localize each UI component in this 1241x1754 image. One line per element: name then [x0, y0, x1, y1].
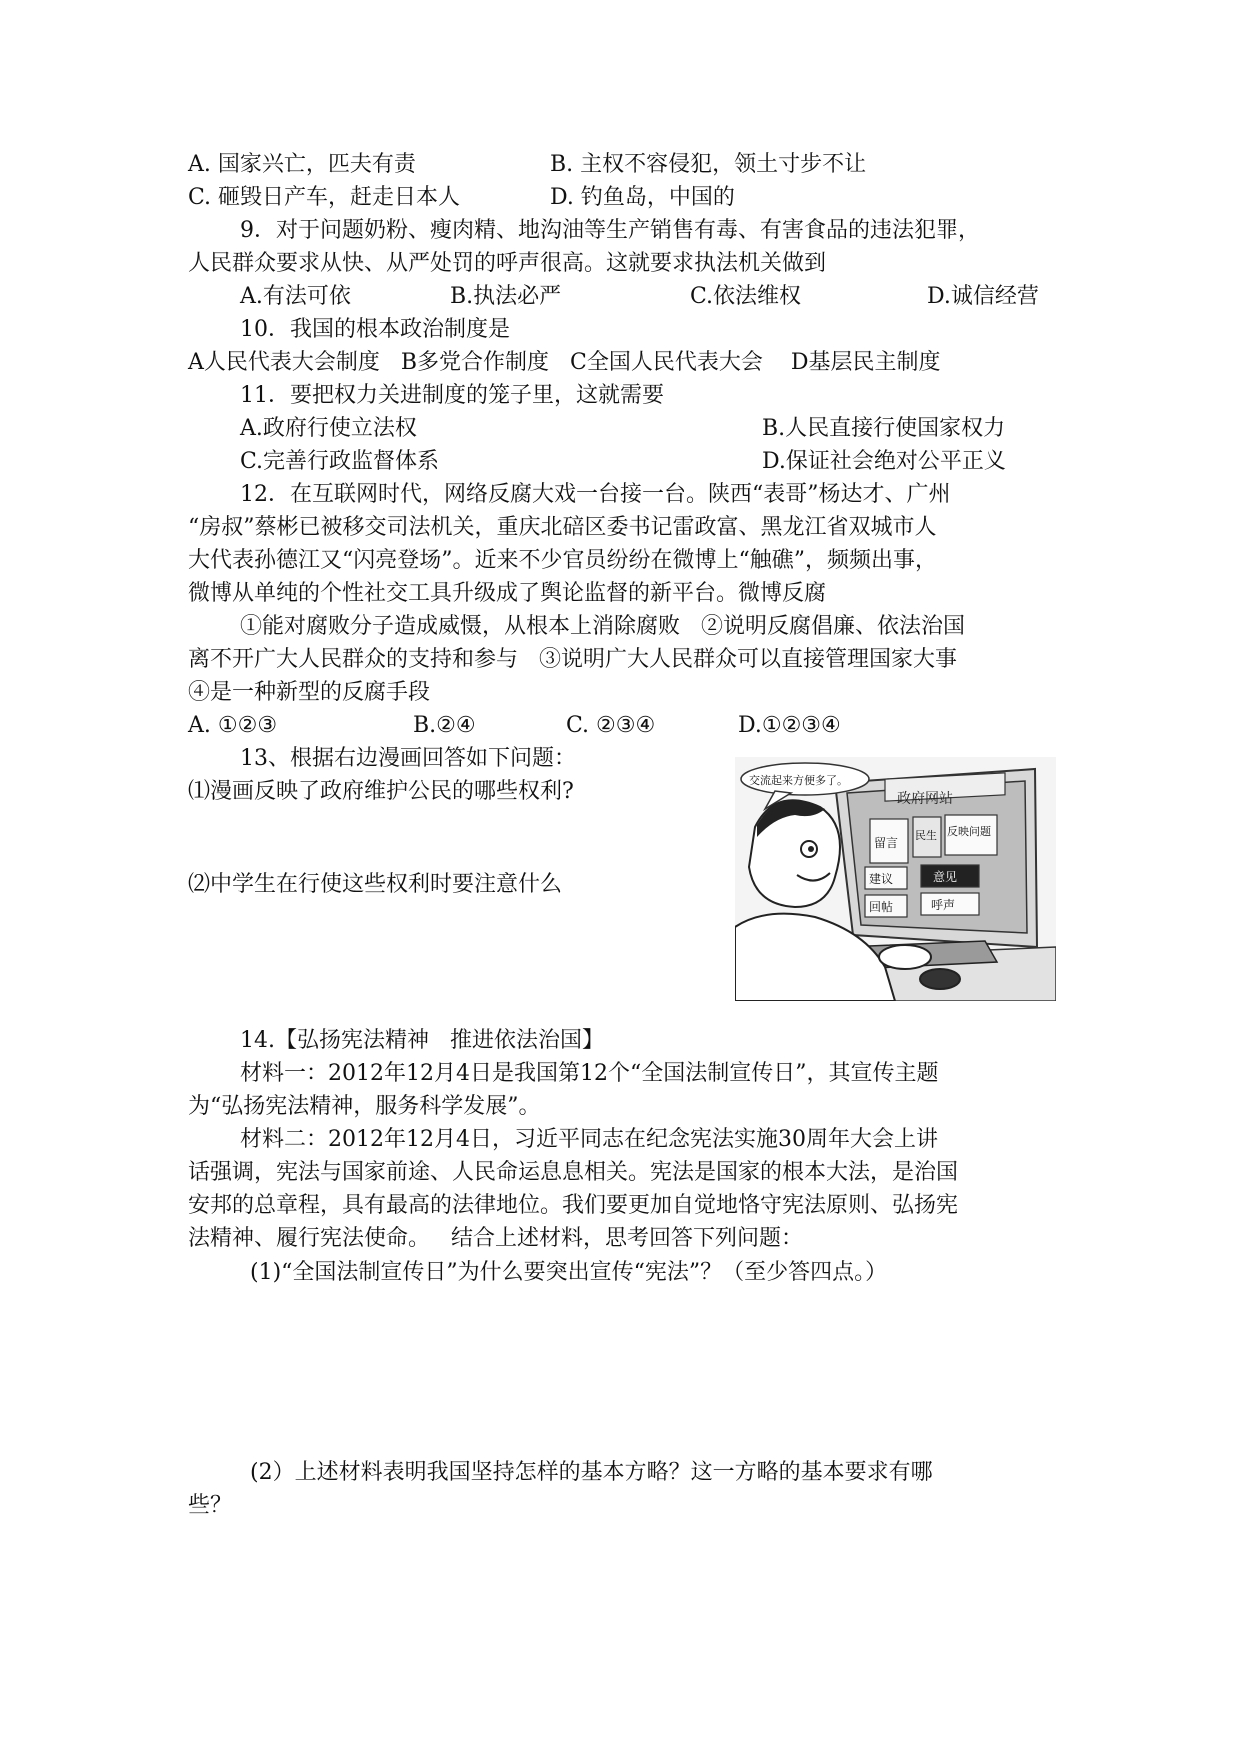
cartoon-tab-1: 留言 — [874, 836, 899, 850]
q14-material1-line2: 为“弘扬宪法精神，服务科学发展”。 — [188, 1094, 541, 1119]
cartoon-header: 政府网站 — [897, 791, 953, 807]
cartoon-tab-6: 回帖 — [869, 900, 894, 914]
q11-stem: 11．要把权力关进制度的笼子里，这就需要 — [240, 383, 664, 408]
q14-material2-line4: 法精神、履行宪法使命。 结合上述材料，思考回答下列问题： — [188, 1226, 803, 1251]
q10-stem: 10．我国的根本政治制度是 — [240, 317, 510, 342]
q14-title: 14.【弘扬宪法精神 推进依法治国】 — [240, 1028, 604, 1053]
q11-option-c: C.完善行政监督体系 — [240, 449, 440, 474]
q12-option-d: D.①②③④ — [738, 713, 841, 738]
q12-line2: “房叔”蔡彬已被移交司法机关，重庆北碚区委书记雷政富、黑龙江省双城市人 — [188, 515, 937, 540]
q9-stem-line2: 人民群众要求从快、从严处罚的呼声很高。这就要求执法机关做到 — [188, 251, 827, 276]
q14-material2-line2: 话强调，宪法与国家前途、人民命运息息相关。宪法是国家的根本大法，是治国 — [188, 1160, 959, 1185]
q13-part1: ⑴漫画反映了政府维护公民的哪些权利? — [188, 779, 574, 804]
q9-stem-line1: 9．对于问题奶粉、瘦肉精、地沟油等生产销售有毒、有害食品的违法犯罪， — [240, 218, 980, 243]
cartoon-tab-3: 反映问题 — [947, 825, 991, 838]
q9-option-d: D.诚信经营 — [927, 284, 1039, 309]
q12-line6: 离不开广大人民群众的支持和参与 ③说明广大人民群众可以直接管理国家大事 — [188, 647, 957, 672]
q8-option-a: A. 国家兴亡，匹夫有责 — [188, 152, 416, 177]
cartoon-tab-4: 建议 — [869, 872, 894, 886]
q11-option-d: D.保证社会绝对公平正义 — [762, 449, 1006, 474]
q9-option-a: A.有法可依 — [240, 284, 351, 309]
cartoon-speech-bubble: 交流起来方便多了。 — [749, 774, 848, 787]
q8-option-d: D. 钓鱼岛，中国的 — [550, 185, 735, 210]
q12-line7: ④是一种新型的反腐手段 — [188, 680, 431, 705]
q12-option-b: B.②④ — [413, 713, 476, 738]
cartoon-tab-5: 意见 — [933, 870, 958, 884]
q12-line1: 12．在互联网时代，网络反腐大戏一台接一台。陕西“表哥”杨达才、广州 — [240, 482, 951, 507]
q9-option-c: C.依法维权 — [690, 284, 802, 309]
q14-part2-line1: (2）上述材料表明我国坚持怎样的基本方略？这一方略的基本要求有哪 — [250, 1460, 933, 1485]
q14-material1-line1: 材料一：2012年12月4日是我国第12个“全国法制宣传日”，其宣传主题 — [240, 1061, 939, 1086]
cartoon-tab-7: 呼声 — [931, 898, 956, 912]
q8-option-c: C. 砸毁日产车，赶走日本人 — [188, 185, 461, 210]
q12-option-a: A. ①②③ — [188, 713, 278, 738]
q10-options: A人民代表大会制度 B多党合作制度 C全国人民代表大会 D基层民主制度 — [188, 350, 941, 375]
q14-material2-line1: 材料二：2012年12月4日，习近平同志在纪念宪法实施30周年大会上讲 — [240, 1127, 938, 1152]
q11-option-b: B.人民直接行使国家权力 — [762, 416, 1006, 441]
q14-material2-line3: 安邦的总章程，具有最高的法律地位。我们要更加自觉地恪守宪法原则、弘扬宪 — [188, 1193, 959, 1218]
q13-stem: 13、根据右边漫画回答如下问题： — [240, 746, 576, 771]
cartoon-illustration — [735, 757, 1056, 1001]
q9-option-b: B.执法必严 — [450, 284, 562, 309]
q11-option-a: A.政府行使立法权 — [240, 416, 417, 441]
q13-part2: ⑵中学生在行使这些权利时要注意什么 — [188, 872, 563, 897]
q12-line3: 大代表孙德江又“闪亮登场”。近来不少官员纷纷在微博上“触礁”，频频出事， — [188, 548, 937, 573]
q12-line4: 微博从单纯的个性社交工具升级成了舆论监督的新平台。微博反腐 — [188, 581, 827, 606]
q12-option-c: C. ②③④ — [566, 713, 656, 738]
q12-line5: ①能对腐败分子造成威慑，从根本上消除腐败 ②说明反腐倡廉、依法治国 — [240, 614, 965, 639]
q8-option-b: B. 主权不容侵犯，领土寸步不让 — [550, 152, 867, 177]
cartoon-tab-2: 民生 — [915, 829, 937, 842]
q14-part2-line2: 些？ — [188, 1493, 233, 1518]
q14-part1: (1)“全国法制宣传日”为什么要突出宣传“宪法”？（至少答四点。） — [250, 1260, 888, 1285]
